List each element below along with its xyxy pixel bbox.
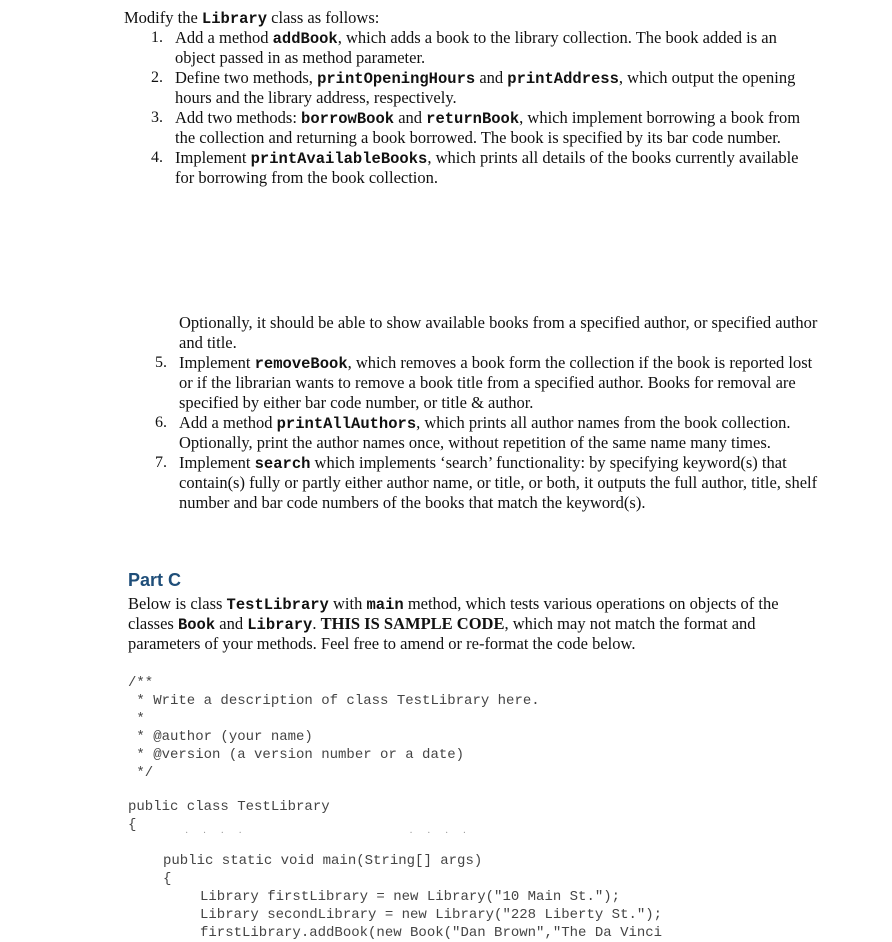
code-line: * — [128, 711, 145, 727]
text: with — [328, 594, 367, 613]
item-number: 4. — [151, 149, 163, 166]
faint-dots: · · · · · · · · — [185, 828, 473, 839]
item-3-line-2: the collection and returning a book borrowed. The book is specified by its bar code number. — [175, 128, 781, 147]
method-name: returnBook — [426, 110, 520, 128]
item-5-line-1 — [179, 353, 812, 374]
text: , which adds a book to the library collection. The book added is an — [337, 28, 777, 47]
part-c-heading: Part C — [128, 570, 182, 590]
text: Add a method — [175, 28, 273, 47]
text: and — [475, 68, 508, 87]
intro-text: Modify the — [124, 8, 202, 27]
text: method, which tests various operations on objects of the — [403, 594, 779, 613]
intro-line — [124, 8, 379, 29]
item-number: 1. — [151, 29, 163, 46]
item-4-line-2: for borrowing from the book collection. — [175, 168, 439, 187]
code-line: public static void main(String[] args) — [163, 853, 483, 869]
text: , which implement borrowing a book from — [519, 108, 801, 127]
code-line: * Write a description of class TestLibrary here. — [128, 693, 540, 709]
item-7-line-1 — [179, 453, 787, 474]
item-7-line-3: number and bar code numbers of the books that match the keyword(s). — [179, 493, 646, 512]
item-6-line-1 — [179, 413, 791, 434]
code-line: * @author (your name) — [128, 729, 313, 745]
text: Implement — [179, 353, 255, 372]
code-line: * @version (a version number or a date) — [128, 747, 465, 763]
text: . — [312, 614, 321, 633]
text: , which removes a book form the collection if the book is reported lost — [347, 353, 813, 372]
method-name: search — [254, 455, 311, 473]
class-name: Library — [247, 616, 313, 634]
text: , which prints all author names from the book collection. — [416, 413, 791, 432]
code-line: Library firstLibrary = new Library("10 Main St."); — [200, 889, 621, 905]
text: classes — [128, 614, 178, 633]
intro-text-end: class as follows: — [267, 8, 380, 27]
item-3-line-1 — [175, 108, 800, 129]
method-name: printAvailableBooks — [250, 150, 428, 168]
optional-line-1: Optionally, it should be able to show available books from a specified author, or specified author — [179, 313, 818, 332]
class-name: TestLibrary — [226, 596, 329, 614]
code-line: { — [163, 871, 172, 887]
class-name: Book — [177, 616, 216, 634]
item-5-line-2: or if the librarian wants to remove a book title from a specified author. Books for removal are — [179, 373, 796, 392]
item-number: 6. — [155, 414, 167, 431]
optional-line-2: and title. — [179, 333, 237, 352]
item-number: 2. — [151, 69, 163, 86]
method-name: main — [366, 596, 404, 614]
code-line: { — [128, 817, 137, 833]
item-6-line-2: Optionally, print the author names once, without repetition of the same name many times. — [179, 433, 771, 452]
text: and — [394, 108, 427, 127]
text: Define two methods, — [175, 68, 318, 87]
text: Add two methods: — [175, 108, 302, 127]
item-4-line-1 — [175, 148, 799, 169]
method-name: printAllAuthors — [276, 415, 417, 433]
code-line: public class TestLibrary — [128, 799, 330, 815]
class-name-library: Library — [201, 10, 268, 28]
method-name: borrowBook — [301, 110, 395, 128]
text: , which may not match the format and — [504, 614, 756, 633]
text: Add a method — [179, 413, 277, 432]
text: Implement — [179, 453, 255, 472]
emphasis-text: THIS IS SAMPLE CODE — [320, 614, 505, 633]
text: and — [215, 614, 248, 633]
code-line: Library secondLibrary = new Library("228 Liberty St."); — [200, 907, 663, 923]
code-line: */ — [128, 765, 154, 781]
item-number: 3. — [151, 109, 163, 126]
item-2-line-1 — [175, 68, 795, 89]
code-line: /** — [128, 675, 154, 691]
text: , which prints all details of the books currently available — [427, 148, 799, 167]
part-c-line-1 — [128, 594, 779, 615]
method-name: printAddress — [507, 70, 619, 88]
method-name: printOpeningHours — [317, 70, 476, 88]
code-line: firstLibrary.addBook(new Book("Dan Brown","The Da Vinci — [200, 925, 663, 941]
item-2-line-2: hours and the library address, respectively. — [175, 88, 457, 107]
item-1-line-2: object passed in as method parameter. — [175, 48, 426, 67]
item-number: 5. — [155, 354, 167, 371]
part-c-line-2 — [128, 614, 756, 635]
method-name: addBook — [272, 30, 338, 48]
item-1-line-1 — [175, 28, 777, 49]
part-c-line-3: parameters of your methods. Feel free to amend or re-format the code below. — [128, 634, 636, 653]
text: which implements ‘search’ functionality: by specifying keyword(s) that — [310, 453, 787, 472]
text: Implement — [175, 148, 251, 167]
item-5-line-3: specified by either bar code number, or title & author. — [179, 393, 534, 412]
text: , which output the opening — [618, 68, 796, 87]
method-name: removeBook — [254, 355, 348, 373]
item-7-line-2: contain(s) fully or partly either author name, or title, or both, it outputs the full author, title, shelf — [179, 473, 818, 492]
item-number: 7. — [155, 454, 167, 471]
text: Below is class — [128, 594, 227, 613]
